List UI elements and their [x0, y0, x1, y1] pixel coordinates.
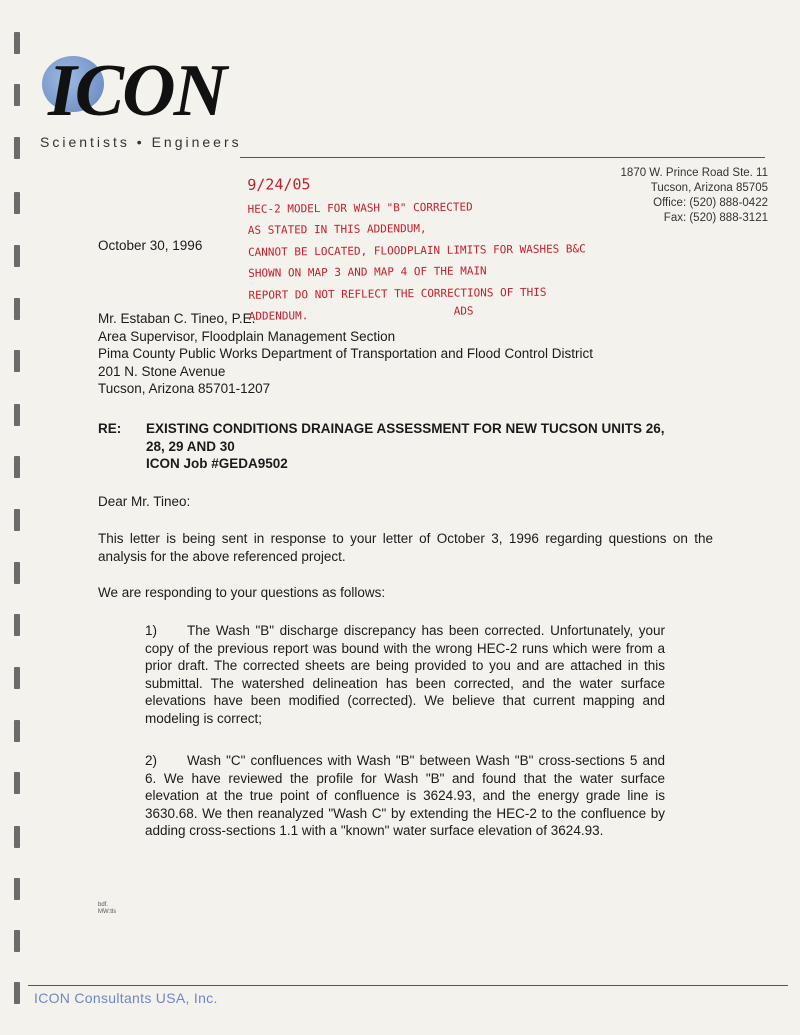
annotation-line: CANNOT BE LOCATED, FLOODPLAIN LIMITS FOR WASHES B&C: [247, 241, 586, 259]
binder-holes: [14, 0, 24, 1035]
response-item: [145, 752, 665, 840]
footer-rule: [28, 985, 788, 986]
annotation-line: AS STATED IN THIS ADDENDUM,: [247, 221, 427, 237]
item-text: The Wash "B" discharge discrepancy has been corrected. Unfortunately, your copy of the previous report was bound with the wrong HEC-2 runs which were from a prior draft. The corrected sheets are being provided to you and are attached in this submittal. The watershed delineation has been corrected, and the water surface elevations have been modified (corrected). We believe that current mapping and modeling is correct;: [145, 623, 665, 726]
letter-date: October 30, 1996: [98, 238, 203, 253]
header-rule: [240, 157, 765, 158]
subject-label: RE:: [98, 421, 122, 436]
response-item: [145, 622, 665, 727]
address-street: 1870 W. Prince Road Ste. 11: [620, 167, 768, 179]
annotation-date: 9/24/05: [247, 175, 311, 194]
recipient-line: Mr. Estaban C. Tineo, P.E.: [98, 311, 256, 326]
recipient-line: 201 N. Stone Avenue: [98, 363, 226, 379]
annotation-line: REPORT DO NOT REFLECT THE CORRECTIONS OF THIS: [248, 285, 547, 302]
typist-initials: [98, 902, 116, 916]
item-number: 2): [145, 753, 158, 768]
company-logo: [38, 50, 278, 160]
annotation-line: ADDENDUM.: [248, 309, 309, 323]
item-text: Wash "C" confluences with Wash "B" between Wash "B" cross-sections 5 and 6. We have reviewed the profile for Wash "B" and found that the water surface elevation at the true point of confluence is 3624.93, and the energy grade line is 3630.68. We then reanalyzed "Wash C" by extending the HEC-2 to the confluence by adding cross-sections 1.1 with a "known" water surface elevation of 3624.93.: [145, 753, 665, 838]
item-number: 1): [145, 623, 158, 638]
subject-line: EXISTING CONDITIONS DRAINAGE ASSESSMENT FOR NEW TUCSON UNITS 26,: [146, 421, 665, 436]
body-paragraph: This letter is being sent in response to your letter of October 3, 1996 regarding questions on the analysis for the above referenced project.: [98, 531, 713, 564]
recipient-line: Tucson, Arizona 85701-1207: [98, 381, 271, 396]
annotation-line: HEC-2 MODEL FOR WASH "B" CORRECTED: [247, 199, 473, 216]
salutation: Dear Mr. Tineo:: [98, 494, 191, 509]
address-fax: Fax: (520) 888-3121: [663, 212, 768, 224]
address-office-phone: Office: (520) 888-0422: [653, 197, 768, 209]
address-city: Tucson, Arizona 85705: [650, 182, 768, 194]
handwritten-annotation: [247, 169, 789, 327]
annotation-initials: ADS: [453, 304, 474, 318]
logo-wordmark: ICON: [48, 50, 226, 132]
logo-tagline: Scientists • Engineers: [40, 134, 242, 150]
recipient-line: Pima County Public Works Department of Transportation and Flood Control District: [98, 346, 593, 361]
body-paragraph: We are responding to your questions as follows:: [98, 585, 386, 600]
subject-line: 28, 29 AND 30: [146, 438, 235, 454]
recipient-line: Area Supervisor, Floodplain Management Section: [98, 328, 396, 344]
recipient-block: [98, 310, 593, 398]
annotation-line: SHOWN ON MAP 3 AND MAP 4 OF THE MAIN: [248, 264, 487, 280]
subject-job-number: ICON Job #GEDA9502: [146, 456, 288, 471]
footer-company: ICON Consultants USA, Inc.: [34, 990, 218, 1006]
typist-line: bdf.: [98, 902, 109, 908]
typist-line: MW:tls: [98, 909, 117, 915]
